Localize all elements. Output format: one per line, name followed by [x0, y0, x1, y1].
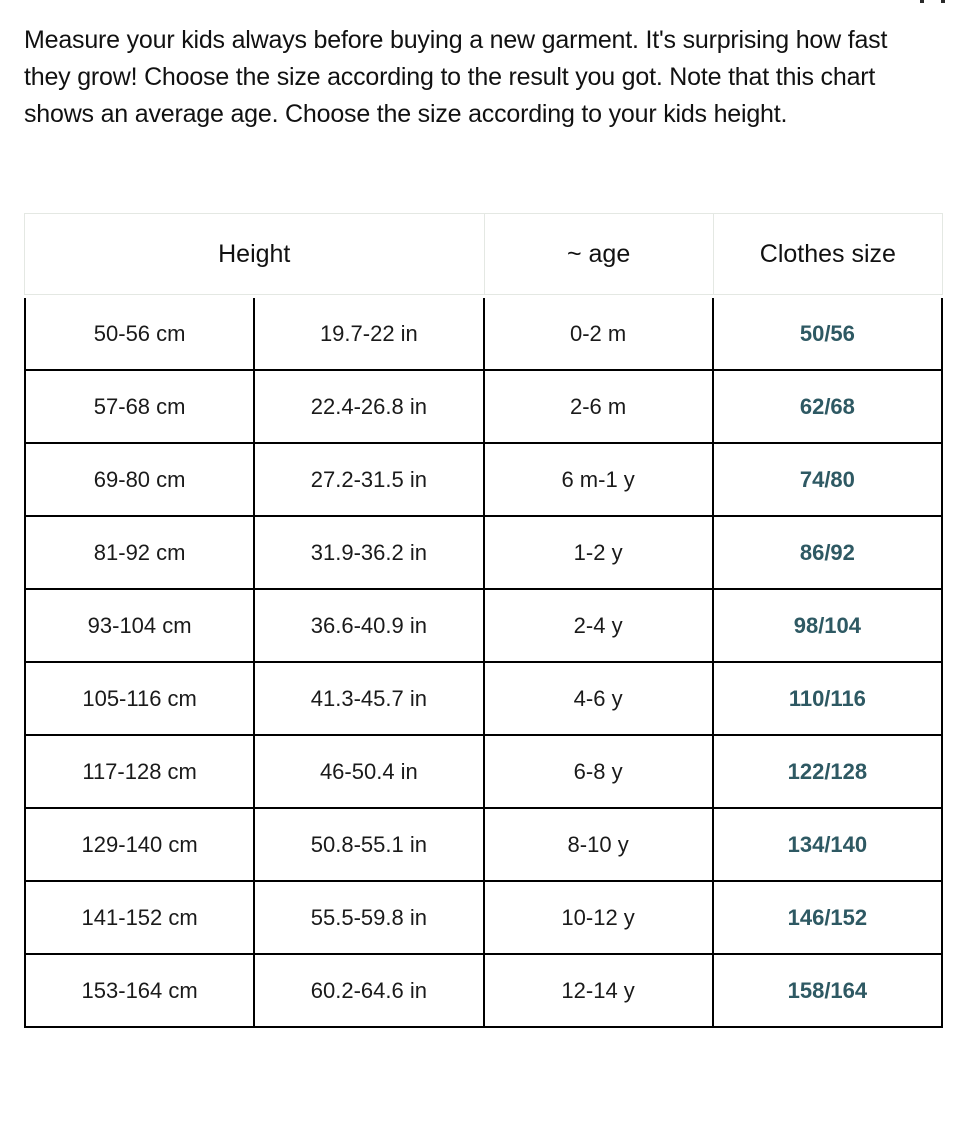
cell-height-cm: 81-92 cm	[26, 517, 255, 590]
cell-height-in: 27.2-31.5 in	[255, 444, 484, 517]
cell-age: 0-2 m	[485, 298, 714, 371]
cell-height-cm: 50-56 cm	[26, 298, 255, 371]
cell-height-cm: 129-140 cm	[26, 809, 255, 882]
table-row	[26, 882, 943, 955]
table-row	[26, 517, 943, 590]
table-row	[26, 590, 943, 663]
cell-age: 6-8 y	[485, 736, 714, 809]
size-chart-table	[24, 213, 943, 1028]
cell-age: 8-10 y	[485, 809, 714, 882]
cell-height-in: 22.4-26.8 in	[255, 371, 484, 444]
header-clothes-size: Clothes size	[713, 214, 942, 294]
cell-height-in: 36.6-40.9 in	[255, 590, 484, 663]
size-link[interactable]: 122/128	[714, 736, 943, 809]
cell-age: 1-2 y	[485, 517, 714, 590]
size-link[interactable]: 146/152	[714, 882, 943, 955]
cell-height-cm: 105-116 cm	[26, 663, 255, 736]
header-age: ~ age	[484, 214, 713, 294]
cell-age: 4-6 y	[485, 663, 714, 736]
table-row	[26, 663, 943, 736]
size-link[interactable]: 134/140	[714, 809, 943, 882]
table-row	[26, 809, 943, 882]
clipped-glyph-fragment	[920, 0, 924, 3]
size-link[interactable]: 50/56	[714, 298, 943, 371]
table-row	[26, 444, 943, 517]
table-row	[26, 371, 943, 444]
size-link[interactable]: 86/92	[714, 517, 943, 590]
table-row	[26, 955, 943, 1028]
cell-height-cm: 93-104 cm	[26, 590, 255, 663]
size-link[interactable]: 74/80	[714, 444, 943, 517]
size-link[interactable]: 62/68	[714, 371, 943, 444]
cell-height-cm: 153-164 cm	[26, 955, 255, 1028]
size-chart-header-row	[24, 213, 943, 295]
cell-height-in: 31.9-36.2 in	[255, 517, 484, 590]
cell-age: 2-4 y	[485, 590, 714, 663]
cell-height-cm: 141-152 cm	[26, 882, 255, 955]
table-row	[26, 298, 943, 371]
cell-age: 10-12 y	[485, 882, 714, 955]
size-guide-description: Measure your kids always before buying a new garment. It's surprising how fast they grow! Choose the size according to the result you got. Note that this chart shows an average age. Choose the size according to your kids height.	[24, 26, 888, 128]
size-link[interactable]: 98/104	[714, 590, 943, 663]
table-row	[26, 736, 943, 809]
cell-height-cm: 57-68 cm	[26, 371, 255, 444]
clipped-glyph-fragment	[941, 0, 945, 3]
cell-height-in: 60.2-64.6 in	[255, 955, 484, 1028]
cell-height-in: 41.3-45.7 in	[255, 663, 484, 736]
cell-height-in: 19.7-22 in	[255, 298, 484, 371]
cell-height-in: 46-50.4 in	[255, 736, 484, 809]
cell-age: 12-14 y	[485, 955, 714, 1028]
cell-height-cm: 69-80 cm	[26, 444, 255, 517]
cell-age: 2-6 m	[485, 371, 714, 444]
cell-height-in: 55.5-59.8 in	[255, 882, 484, 955]
header-height: Height	[218, 239, 291, 268]
cell-height-in: 50.8-55.1 in	[255, 809, 484, 882]
cell-age: 6 m-1 y	[485, 444, 714, 517]
size-chart-body	[24, 298, 943, 1028]
size-link[interactable]: 158/164	[714, 955, 943, 1028]
size-link[interactable]: 110/116	[714, 663, 943, 736]
cell-height-cm: 117-128 cm	[26, 736, 255, 809]
